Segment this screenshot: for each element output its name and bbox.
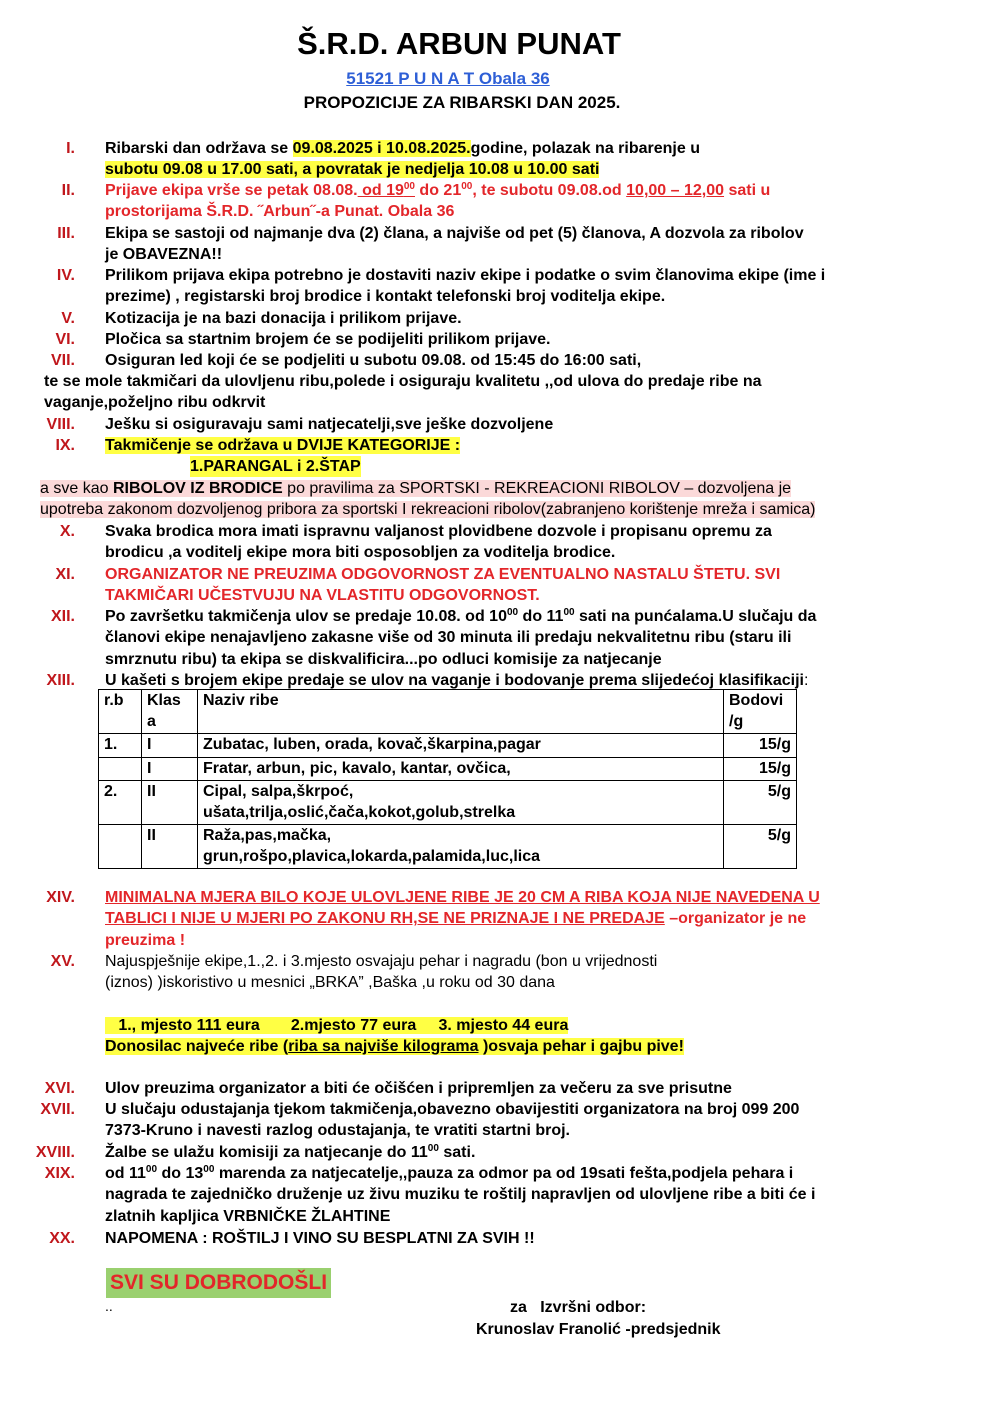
cell-bodovi: 5/g bbox=[724, 781, 797, 825]
item-number-xx: XX. bbox=[49, 1230, 75, 1247]
item-number-xviii: XVIII. bbox=[35, 1144, 75, 1161]
item-number-ix: IX. bbox=[55, 437, 75, 454]
address-link[interactable]: 51521 P U N A T Obala 36 bbox=[346, 69, 550, 88]
cell-rb: 2. bbox=[99, 781, 142, 825]
page-title: Š.R.D. ARBUN PUNAT bbox=[297, 26, 621, 61]
item-xiii: U kašeti s brojem ekipe predaje se ulov na vaganje i bodovanje prema slijedećoj klasifikaciji: bbox=[105, 672, 809, 689]
document-subtitle: PROPOZICIJE ZA RIBARSKI DAN 2025. bbox=[303, 93, 621, 112]
item-xvii: U slučaju odustajanja tjekom takmičenja,obavezno obavijestiti organizatora na broj 099 200 7373-Kruno i navesti razlog odustajanja, te vratiti startni broj. bbox=[105, 1101, 800, 1140]
item-number-xiii: XIII. bbox=[46, 672, 75, 689]
table-row bbox=[99, 781, 797, 825]
item-number-xix: XIX. bbox=[44, 1165, 75, 1182]
item-iii: Ekipa se sastoji od najmanje dva (2) člana, a najviše od pet (5) članova, A dozvola za ribolov je OBAVEZNA!! bbox=[105, 225, 804, 264]
table-row bbox=[99, 757, 797, 781]
item-xix: od $11^{00}$ do $13^{00}$ marenda za natjecatelje,,pauza za odmor pa od 19sati fešta,podjela pehara i nagrada te zajedničko druženje uz živu muziku te roštilj napravljen od ulovljene ribe a biti će i zlatnih kapljica VRBNIČKE ŽLAHTINE bbox=[105, 1164, 816, 1225]
board-label: za Izvršni odbor: bbox=[510, 1299, 647, 1316]
item-xx: NAPOMENA : ROŠTILJ I VINO SU BESPLATNI ZA SVIH !! bbox=[105, 1230, 535, 1247]
cell-klasa: II bbox=[142, 781, 198, 825]
item-number-xv: XV. bbox=[50, 953, 75, 970]
item-xv: Najuspješnije ekipe,1.,2. i 3.mjesto osvajaju pehar i nagradu (bon u vrijednosti (iznos) )iskoristivo u mesnici „BRKA” ,Baška ,u roku od 30 dana bbox=[105, 953, 658, 992]
table-row bbox=[99, 734, 797, 758]
item-xi: ORGANIZATOR NE PREUZIMA ODGOVORNOST ZA EVENTUALNO NASTALU ŠTETU. SVI TAKMIČARI UČESTVUJU NA VLASTITU ODGOVORNOST. bbox=[105, 566, 781, 605]
item-number-vi: VI. bbox=[55, 331, 75, 348]
item-xii: Po završetku takmičenja ulov se predaje 10.08. od $10^{00}$ do $11^{00}$ sati na punćalama.U slučaju da članovi ekipe nenajavljeno zakasne više od 30 minuta ili predaju nekvalitetnu ribu (staru ili smrznutu ribu) ta ekipa se diskvalificira...po odluci komisije za natjecanje bbox=[105, 607, 817, 668]
cell-rb bbox=[99, 825, 142, 869]
item-xiv: MINIMALNA MJERA BILO KOJE ULOVLJENE RIBE JE 20 CM A RIBA KOJA NIJE NAVEDENA U TABLICI I NIJE U MJERI PO ZAKONU RH,SE NE PRIZNAJE I NE PREDAJE –organizator je ne preuzima ! bbox=[105, 889, 820, 949]
item-ix-categories: 1.PARANGAL i 2.ŠTAP bbox=[190, 456, 361, 477]
header-naziv: Naziv ribe bbox=[198, 690, 724, 734]
item-v: Kotizacija je na bazi donacija i prilikom prijave. bbox=[105, 310, 462, 327]
item-iv: Prilikom prijava ekipa potrebno je dostaviti naziv ekipe i podatke o svim članovima ekipe (ime i prezime) , registarski broj brodice i kontakt telefonski broj voditelja ekipe. bbox=[105, 267, 826, 306]
item-number-x: X. bbox=[59, 523, 75, 540]
cell-naziv: Cipal, salpa,škrpoć, ušata,trilja,oslić,čača,kokot,golub,strelka bbox=[198, 781, 724, 825]
item-number-xvi: XVI. bbox=[44, 1080, 75, 1097]
item-number-iv: IV. bbox=[56, 267, 75, 284]
item-number-xi: XI. bbox=[55, 566, 75, 583]
item-vii-continued: te se mole takmičari da ulovljenu ribu,polede i osiguraju kvalitetu ,,od ulova do predaje ribe na vaganje,poželjno ribu odkrvit bbox=[44, 373, 762, 412]
cell-bodovi: 15/g bbox=[724, 757, 797, 781]
cell-klasa: II bbox=[142, 825, 198, 869]
item-number-iii: III. bbox=[57, 225, 75, 242]
fish-classification-table bbox=[98, 689, 797, 869]
header-rb: r.b bbox=[99, 690, 142, 734]
cell-klasa: I bbox=[142, 757, 198, 781]
item-number-xvii: XVII. bbox=[40, 1101, 75, 1118]
table-row bbox=[99, 825, 797, 869]
item-ix-rules: a sve kao RIBOLOV IZ BRODICE po pravilima za SPORTSKI - REKREACIONI RIBOLOV – dozvoljena je upotreba zakonom dozvoljenog pribora za sportski I rekreacioni ribolov(zabranjeno korištenje mreža i samica) bbox=[40, 480, 816, 519]
signer-name: Krunoslav Franolić -predsjednik bbox=[476, 1321, 721, 1338]
cell-klasa: I bbox=[142, 734, 198, 758]
item-i: Ribarski dan održava se 09.08.2025 i 10.08.2025.godine, polazak na ribarenje u subotu 09.08 u 17.00 sati, a povratak je nedjelja 10.08 u 10.00 sati bbox=[105, 140, 700, 179]
cell-rb: 1. bbox=[99, 734, 142, 758]
item-viii: Ješku si osiguravaju sami natjecatelji,sve ješke dozvoljene bbox=[105, 416, 554, 433]
prize-amounts: 1., mjesto 111 eura 2.mjesto 77 eura 3. mjesto 44 eura Donosilac najveće ribe (riba sa najviše kilograma )osvaja pehar i gajbu pive! bbox=[105, 1017, 684, 1056]
item-xvi: Ulov preuzima organizator a biti će očišćen i pripremljen za večeru za sve prisutne bbox=[105, 1080, 732, 1097]
footer-dots: .. bbox=[105, 1298, 113, 1314]
item-number-xiv: XIV. bbox=[46, 889, 75, 906]
item-ii: Prijave ekipa vrše se petak 08.08. od $19^{00}$ do $21^{00}$, te subotu 09.08.od 10,00 – 12,00 sati u prostorijama Š.R.D. ˝Arbun˝-a Punat. Obala 36 bbox=[105, 181, 771, 221]
item-number-v: V. bbox=[61, 310, 75, 327]
cell-rb bbox=[99, 757, 142, 781]
item-vi: Pločica sa startnim brojem će se podijeliti prilikom prijave. bbox=[105, 331, 551, 348]
header-klasa: Klas a bbox=[142, 690, 198, 734]
item-number-vii: VII. bbox=[50, 352, 75, 369]
item-xviii: Žalbe se ulažu komisiji za natjecanje do $11^{00}$ sati. bbox=[105, 1143, 476, 1161]
header-bodovi: Bodovi /g bbox=[724, 690, 797, 734]
item-number-viii: VIII. bbox=[46, 416, 75, 433]
item-vii: Osiguran led koji će se podjeliti u subotu 09.08. od 15:45 do 16:00 sati, bbox=[105, 352, 642, 369]
welcome-banner: SVI SU DOBRODOŠLI bbox=[106, 1268, 331, 1298]
cell-naziv: Zubatac, luben, orada, kovač,škarpina,pagar bbox=[198, 734, 724, 758]
item-number-ii: II. bbox=[61, 182, 75, 199]
cell-naziv: Fratar, arbun, pic, kavalo, kantar, ovčica, bbox=[198, 757, 724, 781]
item-ix: Takmičenje se održava u DVIJE KATEGORIJE : bbox=[105, 437, 461, 454]
table-header-row bbox=[99, 690, 797, 734]
item-number-i: I. bbox=[66, 140, 75, 157]
cell-bodovi: 15/g bbox=[724, 734, 797, 758]
item-number-xii: XII. bbox=[50, 608, 75, 625]
item-x: Svaka brodica mora imati ispravnu valjanost plovidbene dozvole i propisanu opremu za brodicu ,a voditelj ekipe mora biti osposobljen za voditelja brodice. bbox=[105, 523, 772, 562]
cell-naziv: Raža,pas,mačka, grun,rošpo,plavica,lokarda,palamida,luc,lica bbox=[198, 825, 724, 869]
cell-bodovi: 5/g bbox=[724, 825, 797, 869]
